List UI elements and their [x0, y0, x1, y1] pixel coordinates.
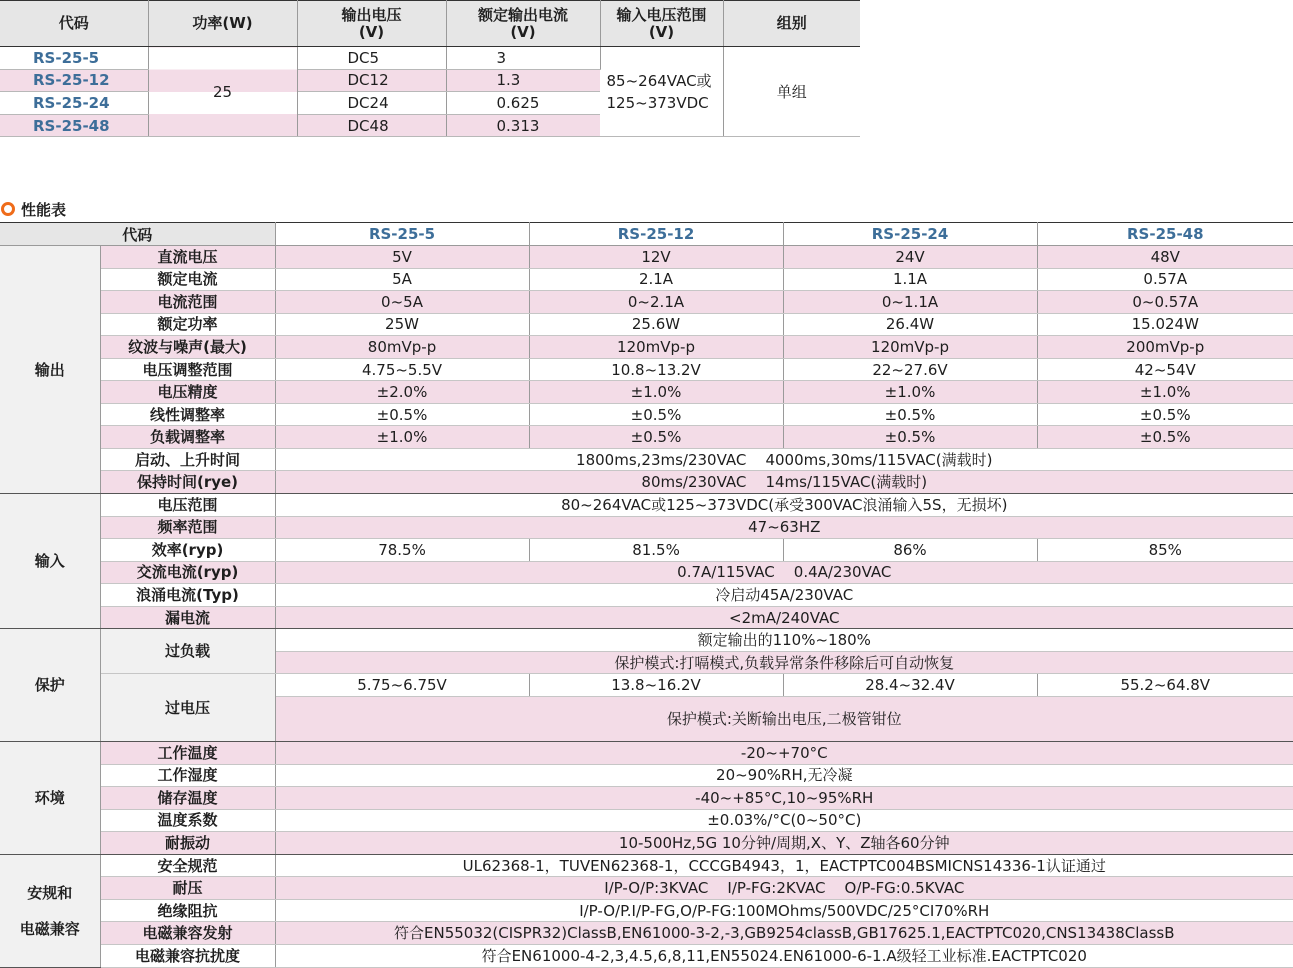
row-label: 直流电压: [100, 246, 275, 269]
value-cell: 25.6W: [529, 313, 783, 336]
group-value: 单组: [723, 47, 860, 137]
value-cell: 10.8~13.2V: [529, 358, 783, 381]
header-power: 功率(W): [148, 1, 297, 47]
spec-row: [0, 358, 1293, 381]
spec-row: [0, 899, 1293, 922]
input-range-line1: 85~264VAC或: [606, 71, 712, 90]
merged-value-cell: 20~90%RH,无冷凝: [275, 764, 1293, 787]
row-label-overload: 过负载: [100, 629, 275, 674]
spec-row: [0, 606, 1293, 629]
row-label: 电压调整范围: [100, 358, 275, 381]
rated-current-value: 0.625: [446, 92, 600, 115]
spec-row: [0, 764, 1293, 787]
rated-current-value: 0.313: [446, 114, 600, 137]
group-label-environment: 环境: [0, 742, 100, 855]
spec-row: [0, 787, 1293, 810]
merged-value-cell: 80ms/230VAC 14ms/115VAC(满载时): [275, 471, 1293, 494]
model-code: RS-25-12: [0, 69, 148, 92]
merged-value-cell: 保护模式:关断输出电压,二极管钳位: [275, 696, 1293, 741]
value-cell: 5A: [275, 268, 529, 291]
value-cell: 0~1.1A: [783, 291, 1037, 314]
value-cell: 0~0.57A: [1037, 291, 1293, 314]
merged-value-cell: 符合EN55032(CISPR32)ClassB,EN61000-3-2,-3,GB9254classB,GB17625.1,EACTPTC020,CNS13438ClassB: [275, 922, 1293, 945]
merged-value-cell: 10-500Hz,5G 10分钟/周期,X、Y、Z轴各60分钟: [275, 832, 1293, 855]
spec-row: [0, 516, 1293, 539]
header-input-range: [600, 1, 723, 47]
header-rated-current: [446, 1, 600, 47]
value-cell: 80mVp-p: [275, 336, 529, 359]
value-cell: 120mVp-p: [783, 336, 1037, 359]
merged-value-cell: 冷启动45A/230VAC: [275, 584, 1293, 607]
value-cell: 42~54V: [1037, 358, 1293, 381]
spec-row: [0, 922, 1293, 945]
value-cell: 48V: [1037, 246, 1293, 269]
row-label: 交流电流(ryp): [100, 561, 275, 584]
value-cell: 0~5A: [275, 291, 529, 314]
code-header: 代码: [0, 223, 275, 246]
row-label: 浪涌电流(Typ): [100, 584, 275, 607]
input-range-value: [600, 47, 723, 137]
spec-row: [0, 494, 1293, 517]
merged-value-cell: -40~+85°C,10~95%RH: [275, 787, 1293, 810]
model-header: RS-25-12: [529, 223, 783, 246]
row-label: 额定功率: [100, 313, 275, 336]
merged-value-cell: 保护模式:打嗝模式,负载异常条件移除后可自动恢复: [275, 651, 1293, 674]
row-label: 安全规范: [100, 854, 275, 877]
value-cell: ±0.5%: [275, 403, 529, 426]
rated-current-value: 3: [446, 47, 600, 70]
header-group: 组别: [723, 1, 860, 47]
merged-value-cell: ±0.03%/°C(0~50°C): [275, 809, 1293, 832]
merged-value-cell: 80~264VAC或125~373VDC(承受300VAC浪涌输入5S，无损坏): [275, 494, 1293, 517]
value-cell: ±0.5%: [783, 426, 1037, 449]
spec-row: [0, 291, 1293, 314]
input-range-line2: 125~373VDC: [606, 93, 709, 112]
value-cell: 13.8~16.2V: [529, 674, 783, 697]
spec-row: [0, 246, 1293, 269]
group-label-line1: 安规和: [27, 883, 73, 902]
merged-value-cell: UL62368-1，TUVEN62368-1，CCCGB4943，1，EACTPTC004BSMICNS14336-1认证通过: [275, 854, 1293, 877]
row-label: 电磁兼容发射: [100, 922, 275, 945]
group-label-input: 输入: [0, 494, 100, 629]
ring-bullet-icon: [1, 202, 15, 216]
spec-row: [0, 268, 1293, 291]
section-heading: [0, 198, 66, 220]
row-label-overvoltage: 过电压: [100, 674, 275, 742]
value-cell: 25W: [275, 313, 529, 336]
value-cell: 200mVp-p: [1037, 336, 1293, 359]
summary-row: [0, 47, 860, 70]
row-label: 电流范围: [100, 291, 275, 314]
value-cell: 86%: [783, 539, 1037, 562]
output-voltage-value: DC24: [297, 92, 446, 115]
value-cell: 4.75~5.5V: [275, 358, 529, 381]
output-voltage-value: DC12: [297, 69, 446, 92]
row-label: 漏电流: [100, 606, 275, 629]
spec-row: [0, 561, 1293, 584]
performance-table: [0, 222, 1293, 968]
value-cell: ±0.5%: [783, 403, 1037, 426]
row-label: 启动、上升时间: [100, 448, 275, 471]
header-input-range-line2: (V): [648, 22, 675, 41]
value-cell: ±1.0%: [275, 426, 529, 449]
row-label: 工作湿度: [100, 764, 275, 787]
spec-row: [0, 313, 1293, 336]
spec-row: [0, 629, 1293, 652]
merged-value-cell: 0.7A/115VAC 0.4A/230VAC: [275, 561, 1293, 584]
merged-value-cell: 1800ms,23ms/230VAC 4000ms,30ms/115VAC(满载时): [275, 448, 1293, 471]
header-input-range-line1: 输入电压范围: [616, 5, 707, 24]
row-label: 频率范围: [100, 516, 275, 539]
row-label: 纹波与噪声(最大): [100, 336, 275, 359]
spec-row: [0, 403, 1293, 426]
value-cell: ±0.5%: [1037, 426, 1293, 449]
rated-current-value: 1.3: [446, 69, 600, 92]
spec-row: [0, 854, 1293, 877]
value-cell: ±1.0%: [1037, 381, 1293, 404]
value-cell: 55.2~64.8V: [1037, 674, 1293, 697]
spec-row: [0, 877, 1293, 900]
model-code: RS-25-5: [0, 47, 148, 70]
row-label: 耐压: [100, 877, 275, 900]
value-cell: 12V: [529, 246, 783, 269]
model-header: RS-25-48: [1037, 223, 1293, 246]
row-label: 耐振动: [100, 832, 275, 855]
row-label: 线性调整率: [100, 403, 275, 426]
merged-value-cell: 符合EN61000-4-2,3,4.5,6,8,11,EN55024.EN61000-6-1.A级轻工业标准.EACTPTC020: [275, 944, 1293, 967]
value-cell: 0~2.1A: [529, 291, 783, 314]
output-voltage-value: DC48: [297, 114, 446, 137]
header-code: 代码: [0, 1, 148, 47]
value-cell: ±0.5%: [1037, 403, 1293, 426]
value-cell: ±2.0%: [275, 381, 529, 404]
group-label-line2: 电磁兼容: [19, 919, 80, 938]
row-label: 绝缘阻抗: [100, 899, 275, 922]
value-cell: 15.024W: [1037, 313, 1293, 336]
value-cell: 120mVp-p: [529, 336, 783, 359]
spec-row: [0, 944, 1293, 967]
summary-header-row: [0, 1, 860, 47]
model-header: RS-25-24: [783, 223, 1037, 246]
row-label: 温度系数: [100, 809, 275, 832]
spec-row: [0, 336, 1293, 359]
value-cell: 26.4W: [783, 313, 1037, 336]
value-cell: ±1.0%: [783, 381, 1037, 404]
model-code: RS-25-48: [0, 114, 148, 137]
spec-row: [0, 742, 1293, 765]
header-output-voltage-line1: 输出电压: [341, 5, 402, 24]
row-label: 电压范围: [100, 494, 275, 517]
value-cell: ±0.5%: [529, 426, 783, 449]
spec-row: [0, 539, 1293, 562]
value-cell: ±1.0%: [529, 381, 783, 404]
header-output-voltage-line2: (V): [358, 22, 385, 41]
row-label: 保持时间(rye): [100, 471, 275, 494]
row-label: 电压精度: [100, 381, 275, 404]
merged-value-cell: <2mA/240VAC: [275, 606, 1293, 629]
group-label-protection: 保护: [0, 629, 100, 742]
section-title: 性能表: [21, 200, 67, 219]
value-cell: 81.5%: [529, 539, 783, 562]
model-header: RS-25-5: [275, 223, 529, 246]
spec-row: [0, 381, 1293, 404]
value-cell: 5.75~6.75V: [275, 674, 529, 697]
row-label: 额定电流: [100, 268, 275, 291]
performance-header-row: [0, 223, 1293, 246]
group-label-safety-emc: [0, 854, 100, 967]
spec-row: [0, 448, 1293, 471]
merged-value-cell: -20~+70°C: [275, 742, 1293, 765]
value-cell: 5V: [275, 246, 529, 269]
merged-value-cell: 47~63HZ: [275, 516, 1293, 539]
row-label: 电磁兼容抗扰度: [100, 944, 275, 967]
merged-value-cell: I/P-O/P.I/P-FG,O/P-FG:100MOhms/500VDC/25°CI70%RH: [275, 899, 1293, 922]
header-output-voltage: [297, 1, 446, 47]
model-code: RS-25-24: [0, 92, 148, 115]
row-label: 储存温度: [100, 787, 275, 810]
value-cell: 1.1A: [783, 268, 1037, 291]
value-cell: 24V: [783, 246, 1037, 269]
group-label-output: 输出: [0, 246, 100, 494]
model-summary-table: [0, 0, 860, 137]
row-label: 负载调整率: [100, 426, 275, 449]
merged-value-cell: I/P-O/P:3KVAC I/P-FG:2KVAC O/P-FG:0.5KVAC: [275, 877, 1293, 900]
value-cell: 0.57A: [1037, 268, 1293, 291]
row-label: 工作温度: [100, 742, 275, 765]
spec-row: [0, 674, 1293, 697]
value-cell: 22~27.6V: [783, 358, 1037, 381]
value-cell: 78.5%: [275, 539, 529, 562]
merged-value-cell: 额定输出的110%~180%: [275, 629, 1293, 652]
value-cell: 2.1A: [529, 268, 783, 291]
spec-row: [0, 584, 1293, 607]
spec-row: [0, 832, 1293, 855]
power-value: 25: [148, 47, 297, 137]
header-rated-current-line1: 额定输出电流: [477, 5, 568, 24]
spec-row: [0, 809, 1293, 832]
value-cell: 85%: [1037, 539, 1293, 562]
spec-row: [0, 426, 1293, 449]
value-cell: ±0.5%: [529, 403, 783, 426]
output-voltage-value: DC5: [297, 47, 446, 70]
value-cell: 28.4~32.4V: [783, 674, 1037, 697]
spec-row: [0, 471, 1293, 494]
header-rated-current-line2: (V): [510, 22, 536, 41]
row-label: 效率(ryp): [100, 539, 275, 562]
